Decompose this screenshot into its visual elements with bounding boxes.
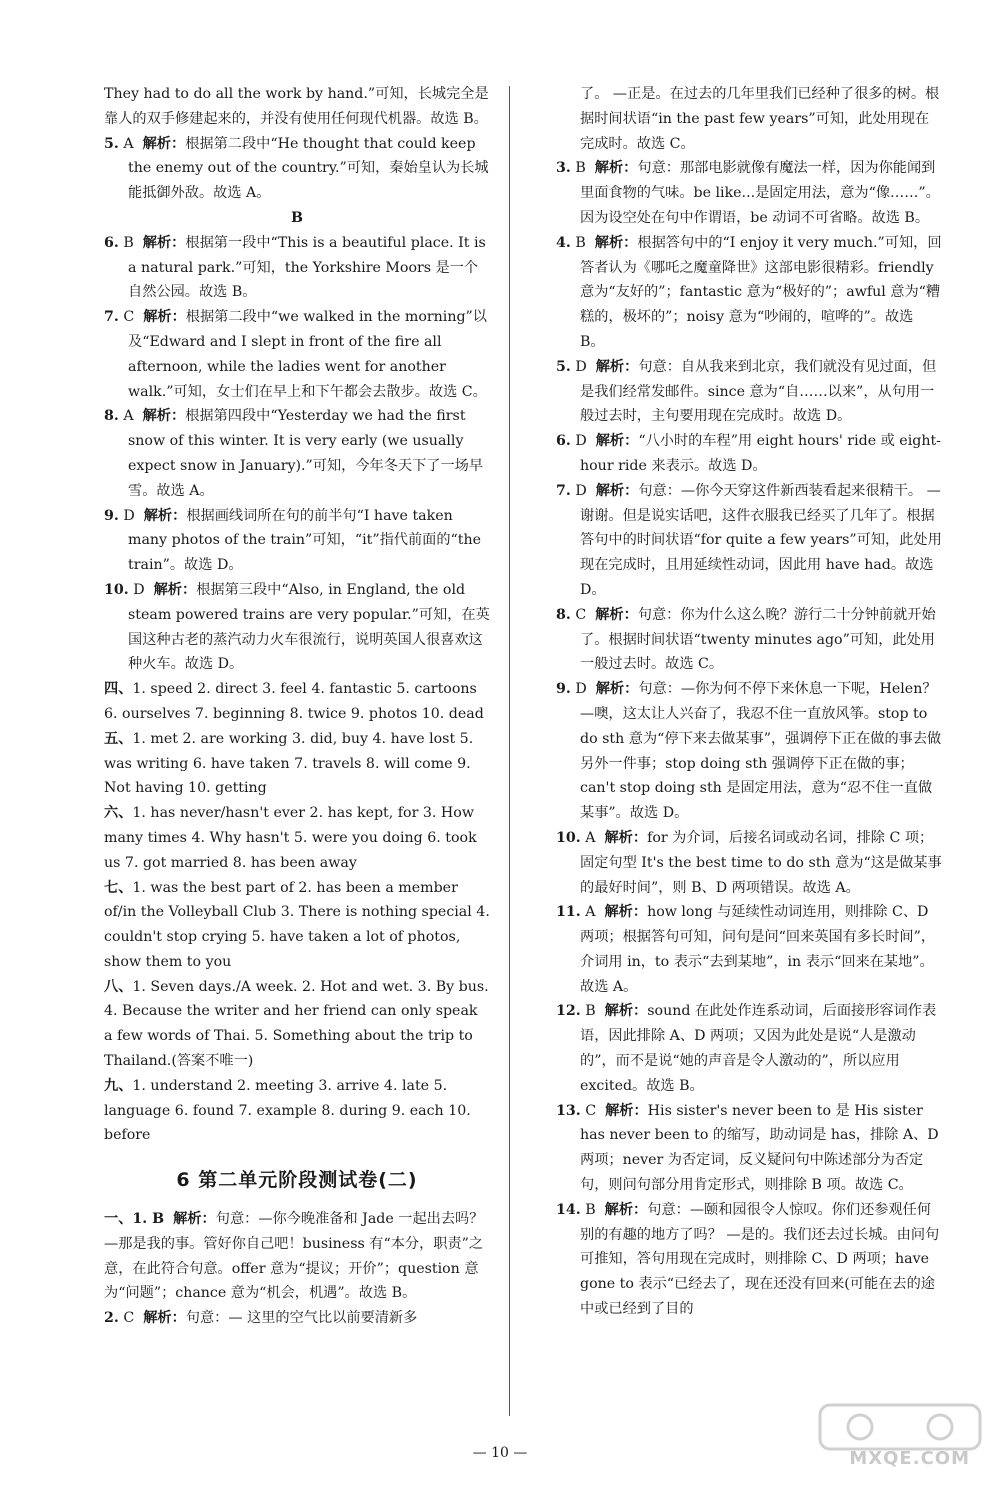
answer-item-5b: 5. D 解析：句意：自从我来到北京，我们就没有见过面，但是我们经常发邮件。since 意为“自……以来”，从句用一般过去时，主句要用现在完成时。故选 D。 (556, 358, 937, 425)
answer-item-4: 4. B 解析：根据答句中的“I enjoy it very much.”可知，回答者认为《哪吒之魔童降世》这部电影很精彩。friendly 意为“友好的”；fantastic 意为“极好的”；awful 意为“糟糕的，极坏的”；noisy 意为“吵闹的，喧哗的”。故选 B。 (556, 234, 942, 350)
answer-item-8b: 8. C 解析：句意：你为什么这么晚？游行二十分钟前就开始了。根据时间状语“twenty minutes ago”可知，此处用一般过去时。故选 C。 (556, 606, 936, 673)
section-7-answers: 七、1. was the best part of 2. has been a member of/in the Volleyball Club 3. There is nothing special 4. couldn't stop crying 5. have taken a lot of photos, show them to you (104, 879, 490, 970)
answer-item-9: 9. D 解析：根据画线词所在句的前半句“I have taken many photos of the train”可知，“it”指代前面的“the train”。故选 D。 (104, 507, 482, 574)
column-divider (509, 86, 510, 1416)
page-number: — 10 — (472, 1445, 528, 1461)
subsection-b: B (291, 209, 303, 226)
answer-item-2: 2. C 解析：句意：— 这里的空气比以前要清新多 (104, 1310, 418, 1327)
answer-item-10: 10. D 解析：根据第三段中“Also, in England, the old steam powered trains are very popular.”可知，在英国这种古老的蒸汽动力火车很流行，说明英国人很喜欢这种火车。故选 D。 (104, 581, 490, 673)
section-5-answers: 五、1. met 2. are working 3. did, buy 4. have lost 5. was writing 6. have taken 7. travels 8. will come 9. Not having 10. getting (104, 730, 474, 797)
answer-item-12: 12. B 解析：sound 在此处作连系动词，后面接形容词作表语，因此排除 A、D 两项；又因为此处是说“人是激动的”，而不是说“她的声音是令人激动的”，所以应用 excited。故选 B。 (556, 1003, 937, 1094)
answer-item-14: 14. B 解析：句意：—颐和园很令人惊叹。你们还参观任何别的有趣的地方了吗？ —是的。我们还去过长城。由问句可推知，答句用现在完成时，则排除 C、D 两项；have gone to 表示“已经去了，现在还没有回来(可能在去的途中或已经到了目的 (556, 1201, 940, 1318)
watermark-text: MXQE.COM (849, 1448, 970, 1469)
answer-item-5: 5. A 解析：根据第二段中“He thought that could keep the enemy out of the country.”可知，秦始皇认为长城能抵御外敌。故选 A。 (104, 135, 489, 202)
answer-item-10b: 10. A 解析：for 为介词，后接名词或动名词，排除 C 项；固定句型 It's the best time to do sth 意为“这是做某事的最好时间”，则 B、D 两项错误。故选 A。 (556, 829, 942, 896)
answer-item-7b: 7. D 解析：句意：—你今天穿这件新西装看起来很精干。 —谢谢。但是说实话吧，这件衣服我已经买了几年了。根据答句中的时间状语“for quite a few years”可知，此处用现在完成时，且用延续性动词，因此用 have had。故选 D。 (556, 482, 942, 598)
section-title: 6 第二单元阶段测试卷(二) (176, 1169, 418, 1192)
section-1-item-1: 一、1. B 解析：句意：—你今晚准备和 Jade 一起出去吗？ —那是我的事。管好你自己吧！business 有“本分，职责”之意，在此符合句意。offer 意为“提议；开价”；question 意为“问题”；chance 意为“机会，机遇”。故选 B。 (104, 1211, 484, 1302)
answer-item-6b: 6. D 解析：“八小时的车程”用 eight hours' ride 或 eight-hour ride 来表示。故选 D。 (556, 433, 941, 474)
left-column (104, 82, 490, 1331)
right-column (556, 82, 942, 1322)
answer-item-8: 8. A 解析：根据第四段中“Yesterday we had the first snow of this winter. It is very early (we usually expect snow in January).”可知，今年冬天下了一场早雪。故选 A。 (104, 408, 484, 499)
section-8-answers: 八、1. Seven days./A week. 2. Hot and wet. 3. By bus. 4. Because the writer and her friend can only speak a few words of Thai. 5. Something about the trip to Thailand.(答案不唯一) (104, 978, 489, 1070)
section-4-answers: 四、1. speed 2. direct 3. feel 4. fantastic 5. cartoons 6. ourselves 7. beginning 8. twice 9. photos 10. dead (104, 681, 484, 722)
section-9-answers: 九、1. understand 2. meeting 3. arrive 4. late 5. language 6. found 7. example 8. during 9. each 10. before (104, 1077, 471, 1144)
answer-item-3: 3. B 解析：句意：那部电影就像有魔法一样，因为你能闻到里面食物的气味。be like...是固定用法，意为“像……”。因为设空处在句中作谓语，be 动词不可省略。故选 B。 (556, 160, 940, 226)
answer-item-7: 7. C 解析：根据第二段中“we walked in the morning”以及“Edward and I slept in front of the fire all afternoon, while the ladies went for another walk.”可知，女士们在早上和下午都会去散步。故选 C。 (104, 309, 487, 400)
answer-item-6: 6. B 解析：根据第一段中“This is a beautiful place. It is a natural park.”可知，the Yorkshire Moors 是一个自然公园。故选 B。 (104, 234, 486, 301)
watermark-logo (800, 1399, 990, 1479)
section-6-answers: 六、1. has never/hasn't ever 2. has kept, for 3. How many times 4. Why hasn't 5. were you doing 6. took us 7. got married 8. has been away (104, 805, 477, 871)
answer-item-9b: 9. D 解析：句意：—你为何不停下来休息一下呢，Helen？ —噢，这太让人兴奋了，我忍不住一直放风筝。stop to do sth 意为“停下来去做某事”，强调停下正在做的事去做另外一件事；stop doing sth 强调停下正在做的事；can't stop doing sth 是固定用法，意为“忍不住一直做某事”。故选 D。 (556, 681, 942, 822)
paragraph-continued-2: 了。 —正是。在过去的几年里我们已经种了很多的树。根据时间状语“in the past few years”可知，此处用现在完成时。故选 C。 (580, 86, 940, 152)
paragraph-continued: They had to do all the work by hand.”可知，长城完全是靠人的双手修建起来的，并没有使用任何现代机器。故选 B。 (104, 86, 489, 127)
answer-item-11: 11. A 解析：how long 与延续性动词连用，则排除 C、D 两项；根据答句可知，问句是问“回来英国有多长时间”，介词用 in，to 表示“去到某地”，in 表示“回来在某地”。故选 A。 (556, 904, 936, 995)
answer-item-13: 13. C 解析：His sister's never been to 是 His sister has never been to 的缩写，助动词是 has，排除 A、D 两项；never 为否定词，反义疑问句中陈述部分为否定句，则问句部分用肯定形式，则排除 B 项。故选 C。 (556, 1102, 939, 1194)
